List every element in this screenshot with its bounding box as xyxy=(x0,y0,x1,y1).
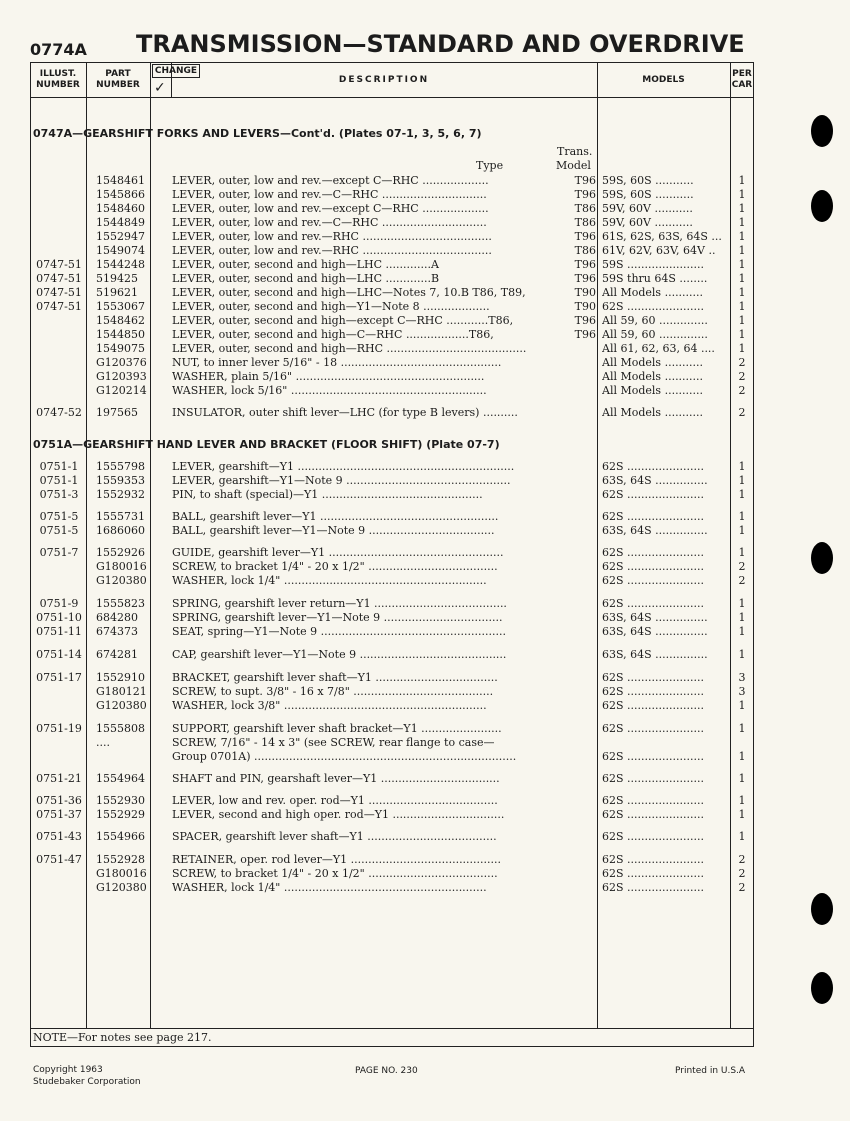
illust-number: 0747-51 xyxy=(36,286,82,299)
table-row xyxy=(30,342,754,356)
models: 62S ...................... xyxy=(602,808,704,821)
per-car: 1 xyxy=(738,510,746,523)
table-row xyxy=(30,546,754,560)
illust-number: 0751-9 xyxy=(39,597,79,610)
part-number: 1548460 xyxy=(96,202,145,215)
binder-hole-icon xyxy=(811,893,833,925)
description: SHAFT and PIN, gearshaft lever—Y1 .................................. xyxy=(172,772,500,785)
table-row xyxy=(30,370,754,384)
illust-number: 0751-43 xyxy=(36,830,82,843)
illust-number: 0747-51 xyxy=(36,272,82,285)
binder-hole-icon xyxy=(811,542,833,574)
table-row xyxy=(30,881,754,895)
part-number: 1555731 xyxy=(96,510,145,523)
part-number: 1555808 xyxy=(96,722,145,735)
models: All 61, 62, 63, 64 .... xyxy=(602,342,715,355)
models: 59S, 60S ........... xyxy=(602,174,694,187)
models: All Models ........... xyxy=(602,406,704,419)
models: 62S ...................... xyxy=(602,867,704,880)
table-row xyxy=(30,611,754,625)
description: WASHER, plain 5/16" ...................................................... xyxy=(172,370,485,383)
illust-number: 0747-52 xyxy=(36,406,82,419)
per-car: 1 xyxy=(738,174,746,187)
header-illust xyxy=(30,62,86,98)
table-row xyxy=(30,406,754,420)
description: SCREW, 7/16" - 14 x 3" (see SCREW, rear flange to case— xyxy=(172,736,495,749)
per-car: 1 xyxy=(738,597,746,610)
part-number: 1552928 xyxy=(96,853,145,866)
trans-label: Trans. xyxy=(557,145,593,158)
illust-number: 0751-7 xyxy=(39,546,79,559)
description: LEVER, outer, second and high—except C—RHC ............T86, xyxy=(172,314,514,327)
illust-number: 0751-14 xyxy=(36,648,82,661)
table-row xyxy=(30,794,754,808)
illust-number: 0751-19 xyxy=(36,722,82,735)
per-car: 1 xyxy=(738,722,746,735)
table-row xyxy=(30,258,754,272)
trans-model: T96 xyxy=(574,174,596,187)
page-code: 0774A xyxy=(30,40,87,59)
models: 62S ...................... xyxy=(602,510,704,523)
table-row xyxy=(30,272,754,286)
models: 59S thru 64S ........ xyxy=(602,272,708,285)
models: 63S, 64S ............... xyxy=(602,648,708,661)
description: WASHER, lock 1/4" .......................................................... xyxy=(172,881,487,894)
per-car: 1 xyxy=(738,772,746,785)
part-number: 1552929 xyxy=(96,808,145,821)
header-per-car xyxy=(730,62,754,98)
part-number: G180121 xyxy=(96,685,147,698)
description: LEVER, outer, low and rev.—except C—RHC ................... xyxy=(172,174,489,187)
part-number: 1544850 xyxy=(96,328,145,341)
table-row xyxy=(30,230,754,244)
part-number: 1554964 xyxy=(96,772,145,785)
trans-model: T96 xyxy=(574,328,596,341)
trans-model: T96 xyxy=(574,230,596,243)
models: 62S ...................... xyxy=(602,699,704,712)
illust-number: 0751-21 xyxy=(36,772,82,785)
part-number: 1553067 xyxy=(96,300,145,313)
part-number: G120380 xyxy=(96,574,147,587)
models: 59S ...................... xyxy=(602,258,704,271)
models: 61V, 62V, 63V, 64V .. xyxy=(602,244,716,257)
trans-model: T86 xyxy=(574,244,596,257)
description: NUT, to inner lever 5/16" - 18 .............................................. xyxy=(172,356,502,369)
description: WASHER, lock 1/4" .......................................................... xyxy=(172,574,487,587)
part-number: 674373 xyxy=(96,625,138,638)
description: LEVER, outer, second and high—LHC—Notes 7, 10.B T86, T89, xyxy=(172,286,526,299)
per-car: 2 xyxy=(738,853,746,866)
table-row xyxy=(30,174,754,188)
table-row xyxy=(30,671,754,685)
description: Group 0701A) ........................................................................... xyxy=(172,750,517,763)
models: All Models ........... xyxy=(602,384,704,397)
models: 62S ...................... xyxy=(602,300,704,313)
models: 63S, 64S ............... xyxy=(602,625,708,638)
copyright-line: Studebaker Corporation xyxy=(33,1077,141,1087)
models: All 59, 60 .............. xyxy=(602,328,708,341)
divider xyxy=(30,1028,754,1029)
table-row xyxy=(30,328,754,342)
illust-number: 0751-17 xyxy=(36,671,82,684)
description: LEVER, outer, second and high—Y1—Note 8 ................... xyxy=(172,300,490,313)
per-car: 1 xyxy=(738,750,746,763)
table-row xyxy=(30,867,754,881)
per-car: 1 xyxy=(738,648,746,661)
models: 62S ...................... xyxy=(602,830,704,843)
description: LEVER, outer, low and rev.—C—RHC .............................. xyxy=(172,216,487,229)
models: 59S, 60S ........... xyxy=(602,188,694,201)
table-row xyxy=(30,474,754,488)
description: SPRING, gearshift lever return—Y1 ...................................... xyxy=(172,597,507,610)
table-row xyxy=(30,384,754,398)
models: 59V, 60V ........... xyxy=(602,202,693,215)
per-car: 1 xyxy=(738,625,746,638)
illust-number: 0751-47 xyxy=(36,853,82,866)
header-description: DESCRIPTION xyxy=(338,74,430,85)
models: 61S, 62S, 63S, 64S ... xyxy=(602,230,722,243)
trans-model: T86 xyxy=(574,202,596,215)
models: 62S ...................... xyxy=(602,574,704,587)
models: 63S, 64S ............... xyxy=(602,474,708,487)
illust-number: 0751-3 xyxy=(39,488,79,501)
part-number: 1544849 xyxy=(96,216,145,229)
table-row xyxy=(30,736,754,750)
part-number: 1554966 xyxy=(96,830,145,843)
models: 62S ...................... xyxy=(602,460,704,473)
models: All Models ........... xyxy=(602,356,704,369)
part-number: 674281 xyxy=(96,648,138,661)
part-number: 1549074 xyxy=(96,244,145,257)
table-row xyxy=(30,722,754,736)
header-part-line: PART xyxy=(105,69,131,79)
part-number: .... xyxy=(96,736,110,749)
illust-number: 0751-5 xyxy=(39,510,79,523)
binder-hole-icon xyxy=(811,972,833,1004)
description: LEVER, outer, second and high—RHC ........................................ xyxy=(172,342,527,355)
table-row xyxy=(30,699,754,713)
per-car: 1 xyxy=(738,216,746,229)
per-car: 1 xyxy=(738,244,746,257)
part-number: 1552932 xyxy=(96,488,145,501)
per-car: 1 xyxy=(738,300,746,313)
models: 62S ...................... xyxy=(602,722,704,735)
per-car: 1 xyxy=(738,611,746,624)
part-number: 1544248 xyxy=(96,258,145,271)
table-row xyxy=(30,524,754,538)
per-car: 2 xyxy=(738,867,746,880)
per-car: 1 xyxy=(738,328,746,341)
table-row xyxy=(30,356,754,370)
description: LEVER, low and rev. oper. rod—Y1 ..................................... xyxy=(172,794,498,807)
part-number: 1545866 xyxy=(96,188,145,201)
description: LEVER, second and high oper. rod—Y1 ................................ xyxy=(172,808,505,821)
part-number: G180016 xyxy=(96,560,147,573)
per-car: 1 xyxy=(738,830,746,843)
description: BRACKET, gearshift lever shaft—Y1 ................................... xyxy=(172,671,498,684)
per-car: 1 xyxy=(738,524,746,537)
description: LEVER, gearshift—Y1 .............................................................. xyxy=(172,460,515,473)
models: 62S ...................... xyxy=(602,685,704,698)
part-number: 1686060 xyxy=(96,524,145,537)
per-car: 1 xyxy=(738,488,746,501)
trans-model: T90 xyxy=(574,300,596,313)
table-row xyxy=(30,216,754,230)
per-car: 2 xyxy=(738,574,746,587)
part-number: G120214 xyxy=(96,384,147,397)
illust-number: 0751-36 xyxy=(36,794,82,807)
part-number: 1552910 xyxy=(96,671,145,684)
footer-page-number: PAGE NO. 230 xyxy=(355,1066,418,1076)
trans-model: T96 xyxy=(574,272,596,285)
table-row xyxy=(30,574,754,588)
models: All Models ........... xyxy=(602,286,704,299)
part-number: 684280 xyxy=(96,611,138,624)
type-label: Type xyxy=(476,159,504,172)
part-number: G120380 xyxy=(96,881,147,894)
description: LEVER, outer, second and high—LHC .............A xyxy=(172,258,439,271)
per-car: 1 xyxy=(738,258,746,271)
per-car: 1 xyxy=(738,286,746,299)
per-car: 1 xyxy=(738,699,746,712)
binder-hole-icon xyxy=(811,190,833,222)
page-title: TRANSMISSION—STANDARD AND OVERDRIVE xyxy=(136,30,745,58)
footer-printed: Printed in U.S.A xyxy=(675,1066,746,1076)
description: BALL, gearshift lever—Y1 ................................................... xyxy=(172,510,499,523)
trans-model: T86 xyxy=(574,216,596,229)
binder-hole-icon xyxy=(811,115,833,147)
per-car: 1 xyxy=(738,546,746,559)
part-number: 1548462 xyxy=(96,314,145,327)
part-number: 1559353 xyxy=(96,474,145,487)
illust-number: 0751-5 xyxy=(39,524,79,537)
description: WASHER, lock 5/16" ........................................................ xyxy=(172,384,487,397)
description: LEVER, outer, low and rev.—RHC ..................................... xyxy=(172,244,492,257)
table-row xyxy=(30,510,754,524)
table-row xyxy=(30,460,754,474)
copyright-line: Copyright 1963 xyxy=(33,1065,103,1075)
note-text: NOTE—For notes see page 217. xyxy=(33,1031,212,1044)
header-illust-line: NUMBER xyxy=(36,80,80,90)
table-row xyxy=(30,685,754,699)
models: 63S, 64S ............... xyxy=(602,524,708,537)
per-car: 1 xyxy=(738,314,746,327)
per-car: 1 xyxy=(738,272,746,285)
trans-model: T90 xyxy=(574,286,596,299)
description: SCREW, to bracket 1/4" - 20 x 1/2" ..................................... xyxy=(172,560,498,573)
models: All Models ........... xyxy=(602,370,704,383)
header-per-line: CAR xyxy=(731,80,753,90)
per-car: 2 xyxy=(738,406,746,419)
check-mark-icon: ✓ xyxy=(154,80,166,96)
models: 62S ...................... xyxy=(602,750,704,763)
table-row xyxy=(30,625,754,639)
per-car: 1 xyxy=(738,794,746,807)
description: LEVER, outer, low and rev.—C—RHC .............................. xyxy=(172,188,487,201)
header-change: CHANGE xyxy=(152,64,200,78)
description: SPACER, gearshift lever shaft—Y1 ..................................... xyxy=(172,830,497,843)
table-row xyxy=(30,830,754,844)
illust-number: 0751-11 xyxy=(36,625,82,638)
models: 59V, 60V ........... xyxy=(602,216,693,229)
footer-copyright xyxy=(33,1064,141,1088)
trans-model: T96 xyxy=(574,188,596,201)
description: PIN, to shaft (special)—Y1 .............................................. xyxy=(172,488,483,501)
per-car: 1 xyxy=(738,460,746,473)
table-row xyxy=(30,314,754,328)
models: 62S ...................... xyxy=(602,772,704,785)
models: 62S ...................... xyxy=(602,488,704,501)
per-car: 2 xyxy=(738,370,746,383)
part-number: 1552947 xyxy=(96,230,145,243)
table-row xyxy=(30,808,754,822)
models: All 59, 60 .............. xyxy=(602,314,708,327)
table-row xyxy=(30,560,754,574)
section-heading: 0751A—GEARSHIFT HAND LEVER AND BRACKET (FLOOR SHIFT) (Plate 07-7) xyxy=(33,438,500,451)
table-row xyxy=(30,488,754,502)
per-car: 1 xyxy=(738,202,746,215)
description: LEVER, outer, low and rev.—except C—RHC ................... xyxy=(172,202,489,215)
part-number: 197565 xyxy=(96,406,138,419)
table-row xyxy=(30,750,754,764)
description: LEVER, gearshift—Y1—Note 9 ............................................... xyxy=(172,474,511,487)
part-number: G120380 xyxy=(96,699,147,712)
illust-number: 0747-51 xyxy=(36,258,82,271)
description: SCREW, to bracket 1/4" - 20 x 1/2" ..................................... xyxy=(172,867,498,880)
table-row xyxy=(30,597,754,611)
part-number: 1552926 xyxy=(96,546,145,559)
table-row xyxy=(30,244,754,258)
per-car: 2 xyxy=(738,356,746,369)
description: WASHER, lock 3/8" .......................................................... xyxy=(172,699,487,712)
per-car: 1 xyxy=(738,188,746,201)
models: 62S ...................... xyxy=(602,853,704,866)
per-car: 2 xyxy=(738,560,746,573)
table-row xyxy=(30,286,754,300)
table-header xyxy=(30,62,754,98)
table-row xyxy=(30,188,754,202)
description: BALL, gearshift lever—Y1—Note 9 .................................... xyxy=(172,524,495,537)
part-number: 1555798 xyxy=(96,460,145,473)
per-car: 1 xyxy=(738,342,746,355)
table-row xyxy=(30,648,754,662)
part-number: 1555823 xyxy=(96,597,145,610)
models: 62S ...................... xyxy=(602,794,704,807)
illust-number: 0751-1 xyxy=(39,474,79,487)
part-number: 519621 xyxy=(96,286,138,299)
description: LEVER, outer, second and high—C—RHC ..................T86, xyxy=(172,328,494,341)
models: 62S ...................... xyxy=(602,597,704,610)
description: GUIDE, gearshift lever—Y1 .................................................. xyxy=(172,546,504,559)
per-car: 2 xyxy=(738,384,746,397)
illust-number: 0751-37 xyxy=(36,808,82,821)
table-row xyxy=(30,202,754,216)
per-car: 2 xyxy=(738,881,746,894)
part-number: 1549075 xyxy=(96,342,145,355)
illust-number: 0751-1 xyxy=(39,460,79,473)
part-number: 1548461 xyxy=(96,174,145,187)
per-car: 1 xyxy=(738,474,746,487)
part-number: 519425 xyxy=(96,272,138,285)
models: 63S, 64S ............... xyxy=(602,611,708,624)
description: LEVER, outer, second and high—LHC .............B xyxy=(172,272,440,285)
part-number: G120393 xyxy=(96,370,147,383)
per-car: 3 xyxy=(738,671,746,684)
models: 62S ...................... xyxy=(602,881,704,894)
table-row xyxy=(30,772,754,786)
illust-number: 0751-10 xyxy=(36,611,82,624)
description: SCREW, to supt. 3/8" - 16 x 7/8" ........................................ xyxy=(172,685,494,698)
description: RETAINER, oper. rod lever—Y1 ........................................... xyxy=(172,853,502,866)
header-illust-line: ILLUST. xyxy=(39,69,77,79)
description: SPRING, gearshift lever—Y1—Note 9 .................................. xyxy=(172,611,503,624)
description: LEVER, outer, low and rev.—RHC ..................................... xyxy=(172,230,492,243)
models: 62S ...................... xyxy=(602,671,704,684)
table-row xyxy=(30,853,754,867)
header-part xyxy=(86,62,150,98)
models: 62S ...................... xyxy=(602,546,704,559)
part-number: 1552930 xyxy=(96,794,145,807)
trans-model: T96 xyxy=(574,258,596,271)
section-heading: 0747A—GEARSHIFT FORKS AND LEVERS—Cont'd. (Plates 07-1, 3, 5, 6, 7) xyxy=(33,127,482,140)
description: SUPPORT, gearshift lever shaft bracket—Y1 ....................... xyxy=(172,722,502,735)
part-number: G120376 xyxy=(96,356,147,369)
description: CAP, gearshift lever—Y1—Note 9 .......................................... xyxy=(172,648,507,661)
description: SEAT, spring—Y1—Note 9 ..................................................... xyxy=(172,625,506,638)
header-models: MODELS xyxy=(642,74,685,85)
header-part-line: NUMBER xyxy=(96,80,140,90)
illust-number: 0747-51 xyxy=(36,300,82,313)
part-number: G180016 xyxy=(96,867,147,880)
per-car: 3 xyxy=(738,685,746,698)
per-car: 1 xyxy=(738,808,746,821)
table-row xyxy=(30,300,754,314)
description: INSULATOR, outer shift lever—LHC (for type B levers) .......... xyxy=(172,406,518,419)
trans-model: T96 xyxy=(574,314,596,327)
model-label: Model xyxy=(556,159,591,172)
header-per-line: PER xyxy=(732,69,752,79)
models: 62S ...................... xyxy=(602,560,704,573)
per-car: 1 xyxy=(738,230,746,243)
